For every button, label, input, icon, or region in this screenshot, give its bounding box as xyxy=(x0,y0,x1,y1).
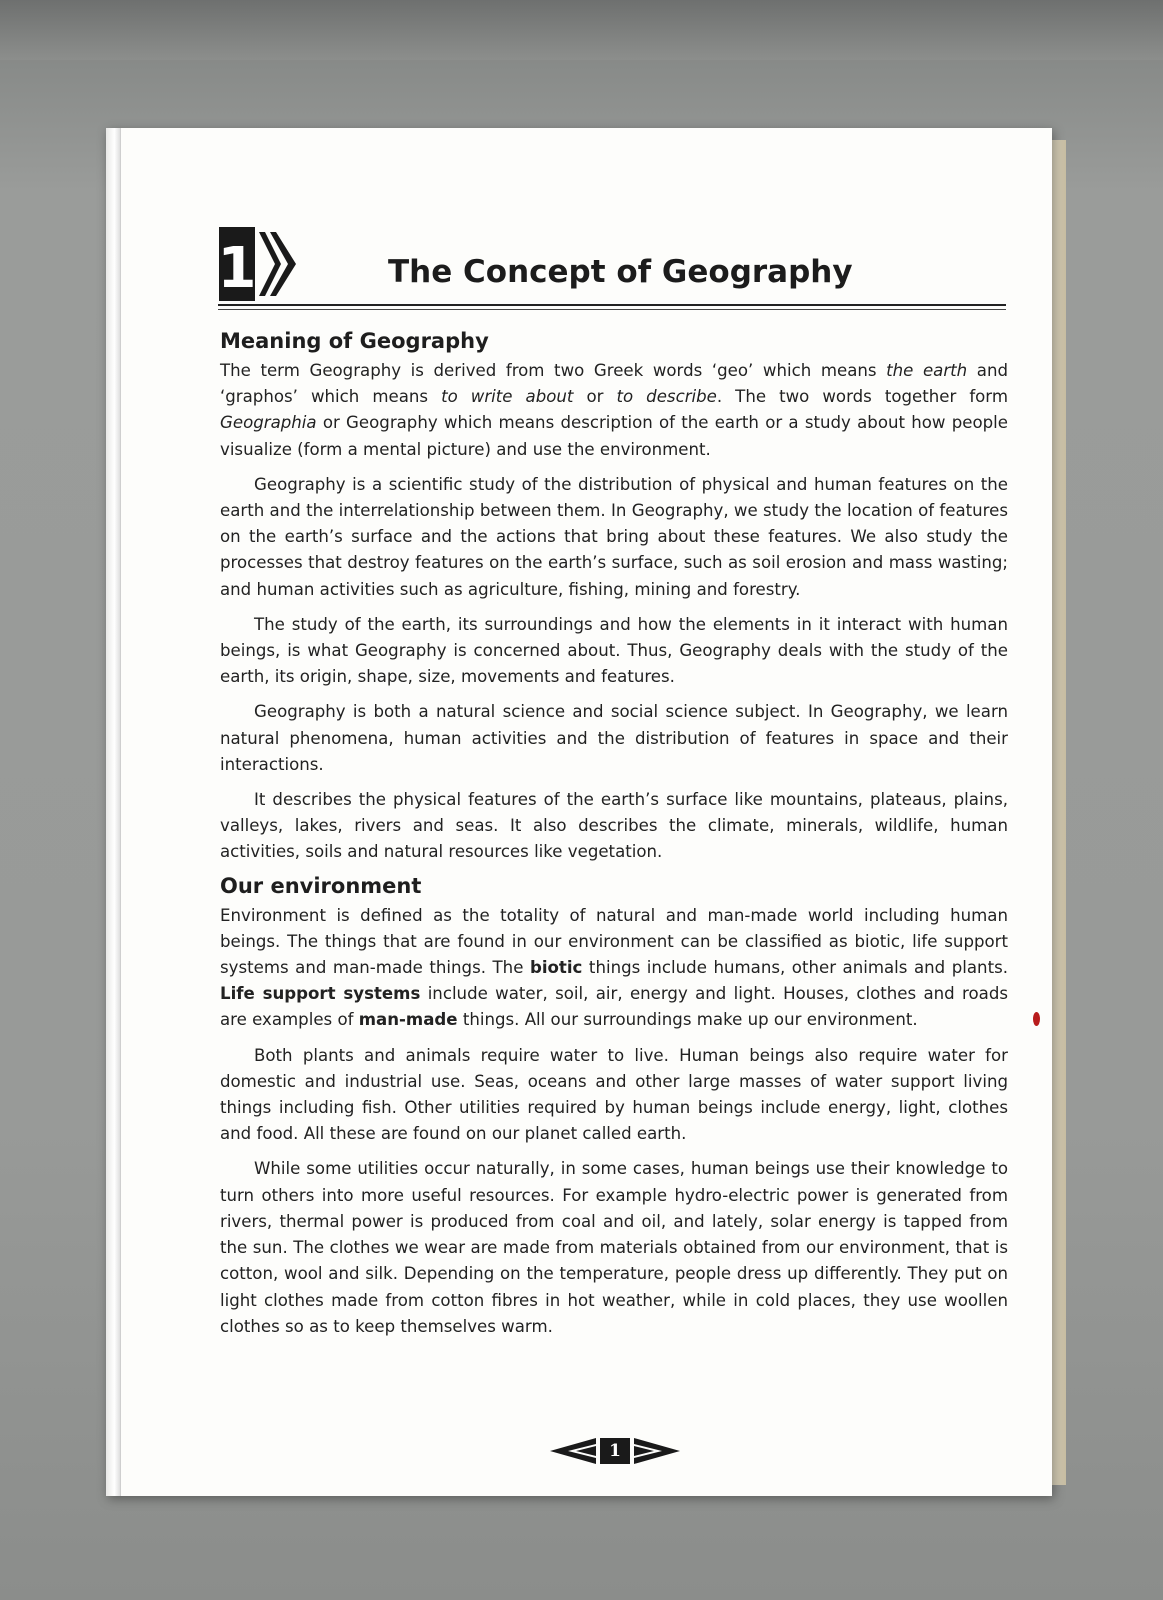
text-run: or Geography which means description of the earth or a study about how people visualize (form a mental picture) and use the environment. xyxy=(220,413,1008,459)
text-run: . The two words together form xyxy=(716,387,1009,407)
text-run: Environment is defined as the totality of natural and man-made world including human beings. The things that are found in our environment can be classified as biotic, life support systems and man-made things. The xyxy=(220,905,1008,978)
italic-term: the earth xyxy=(886,361,968,380)
page-edge xyxy=(1052,140,1066,1485)
chapter-title: The Concept of Geography xyxy=(388,254,853,290)
text-run: The study of the earth, its surroundings and how the elements in it interact with human beings, is what Geography is concerned about. Thus, Geography deals with the study of the earth, its origin, shape, size, movements and features. xyxy=(220,614,1008,687)
text-run: While some utilities occur naturally, in some cases, human beings use their knowledge to turn others into more useful resources. For example hydro-electric power is generated from rivers, thermal power is produced from coal and oil, and lately, solar energy is tapped from the sun. The clothes we wear are made from materials obtained from our environment, that is cotton, wool and silk. Depending on the temperature, people dress up differently. They put on light clothes made from cotton fibres in hot weather, while in cold places, they use woollen clothes so as to keep themselves warm. xyxy=(220,1159,1008,1336)
paragraph xyxy=(220,1156,1008,1339)
text-run: things include humans, other animals and plants. xyxy=(582,958,1008,978)
page-body xyxy=(220,326,1008,1349)
text-run: things. All our surroundings make up our environment. xyxy=(457,1010,918,1030)
section-heading: Meaning of Geography xyxy=(220,329,489,353)
page-number: 1 xyxy=(600,1438,630,1464)
text-run: or xyxy=(573,387,617,407)
chapter-number: 1 xyxy=(218,236,257,301)
italic-term: to write about xyxy=(441,387,574,407)
text-run: include water, soil, air, energy and light. Houses, clothes and roads are examples of xyxy=(220,984,1009,1030)
paragraph xyxy=(220,1043,1008,1148)
paragraph xyxy=(220,472,1008,603)
chapter-number-badge xyxy=(218,226,298,302)
italic-term: Geographia xyxy=(220,413,317,433)
title-rule-thin xyxy=(218,309,1006,310)
text-run: The term Geography is derived from two Greek words ‘geo’ which means xyxy=(220,361,887,380)
ink-mark xyxy=(1033,1012,1040,1026)
section-heading: Our environment xyxy=(220,873,422,898)
text-run: Geography is a scientific study of the distribution of physical and human features on the earth and the interrelationship between them. In Geography, we study the location of features on the earth’s surface and the actions that bring about these features. We also study the processes that destroy features on the earth’s surface, such as soil erosion and mass wasting; and human activities such as agriculture, fishing, mining and forestry. xyxy=(220,474,1008,599)
text-run: It describes the physical features of the earth’s surface like mountains, plateaus, plains, valleys, lakes, rivers and seas. It also describes the climate, minerals, wildlife, human activities, soils and natural resources like vegetation. xyxy=(220,790,1008,862)
text-run: Both plants and animals require water to live. Human beings also require water for domestic and industrial use. Seas, oceans and other large masses of water support living things including fish. Other utilities required by human beings include energy, light, clothes and food. All these are found on our planet called earth. xyxy=(220,1045,1008,1144)
scanner-shadow xyxy=(0,0,1163,60)
paragraph xyxy=(220,699,1008,778)
title-rule xyxy=(218,304,1006,306)
paragraph xyxy=(220,787,1008,866)
text-run: and ‘graphos’ which means xyxy=(220,361,1009,407)
paragraph xyxy=(220,903,1008,1034)
text-run: Geography is both a natural science and social science subject. In Geography, we learn natural phenomena, human activities and the distribution of features in space and their interactions. xyxy=(220,702,1008,774)
bold-term: Life support systems xyxy=(220,984,421,1004)
italic-term: to describe xyxy=(616,387,717,407)
page-spine xyxy=(106,128,121,1496)
paragraph xyxy=(220,612,1008,691)
bold-term: biotic xyxy=(529,958,583,978)
bold-term: man-made xyxy=(358,1010,458,1030)
page-number-footer xyxy=(546,1436,686,1466)
paragraph xyxy=(220,358,1008,463)
